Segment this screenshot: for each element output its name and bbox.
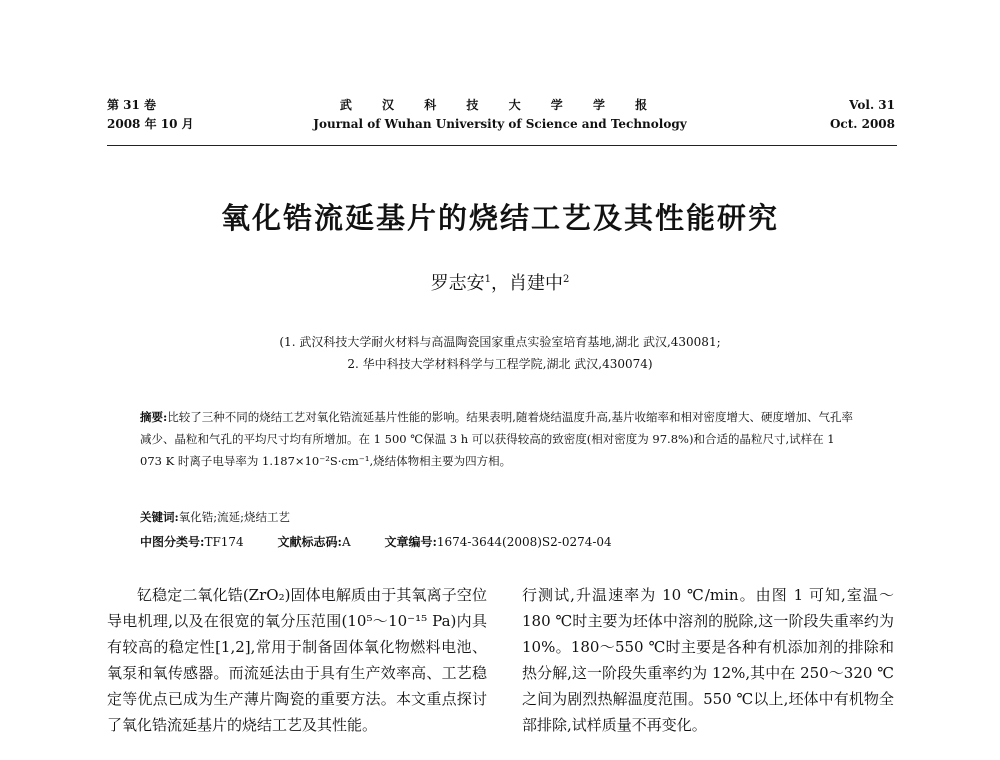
journal-header-right (830, 96, 895, 134)
paper-title: 氧化锆流延基片的烧结工艺及其性能研究 (220, 201, 779, 235)
date-en: Oct. 2008 (829, 117, 895, 131)
doc-code-value: A (341, 535, 351, 549)
body-left-column: 钇稳定二氧化锆(ZrO₂)固体电解质由于其氧离子空位导电机理,以及在很宽的氧分压范围(10⁵～10⁻¹⁵ Pa)内具有较高的稳定性[1,2],常用于制备固体氧化物燃料电池、氧泵和氧传感器。而流延法由于具有生产效率高、工艺稳定等优点已成为生产薄片陶瓷的重要方法。本文重点探讨了氧化锆流延基片的烧结工艺及其性能。 (107, 586, 487, 734)
article-no-label: 文章编号: (384, 535, 437, 549)
abstract-text: 比较了三种不同的烧结工艺对氧化锆流延基片性能的影响。结果表明,随着烧结温度升高,基片收缩率和相对密度增大、硬度增加、气孔率减少、晶粒和气孔的平均尺寸均有所增加。在 1 500 ℃保温 3 h 可以获得较高的致密度(相对密度为 97.8%)和合适的晶粒尺寸,试样在 1 073 K 时离子电导率为 1.187×10⁻²S·cm⁻¹,烧结体物相主要为四方相。 (140, 410, 854, 468)
classification-line (140, 533, 642, 550)
date-cn: 2008 年 10 月 (107, 117, 194, 131)
article-no-value: 1674-3644(2008)S2-0274-04 (436, 535, 612, 549)
author-2: 肖建中 (509, 273, 563, 294)
volume-en: Vol. 31 (849, 98, 895, 112)
affiliation-1: (1. 武汉科技大学耐火材料与高温陶瓷国家重点实验室培育基地,湖北 武汉,430081; (279, 335, 721, 349)
abstract (140, 406, 860, 472)
author-1: 罗志安 (430, 273, 485, 294)
volume-cn: 第 31 卷 (107, 98, 157, 112)
author-line (0, 269, 1000, 295)
author-2-affil-mark: 2 (563, 274, 570, 285)
doc-code-label: 文献标志码: (277, 535, 342, 549)
clc-label: 中图分类号: (140, 535, 205, 549)
body-right-column: 行测试,升温速率为 10 ℃/min。由图 1 可知,室温～180 ℃时主要为坯体中溶剂的脱除,这一阶段失重率约为 10%。180～550 ℃时主要是各种有机添加剂的排除和热分解,这一阶段失重率约为 12%,其中在 250～320 ℃之间为剧烈热解温度范围。550 ℃以上,坯体中有机物全部排除,试样质量不再变化。 (522, 586, 894, 734)
affiliation-2: 2. 华中科技大学材料科学与工程学院,湖北 武汉,430074) (347, 357, 653, 371)
keywords-label: 关键词: (140, 510, 179, 524)
journal-name-en: Journal of Wuhan University of Science and Technology (313, 117, 687, 131)
keywords-text: 氧化锆;流延;烧结工艺 (178, 510, 290, 524)
clc-value: TF174 (204, 535, 244, 549)
author-1-affil-mark: 1 (484, 274, 491, 285)
header-rule (107, 145, 897, 146)
author-separator: ， (491, 273, 509, 294)
keywords (140, 509, 290, 525)
journal-name-cn: 武 汉 科 技 大 学 学 报 (339, 98, 661, 112)
abstract-label: 摘要: (140, 410, 168, 424)
